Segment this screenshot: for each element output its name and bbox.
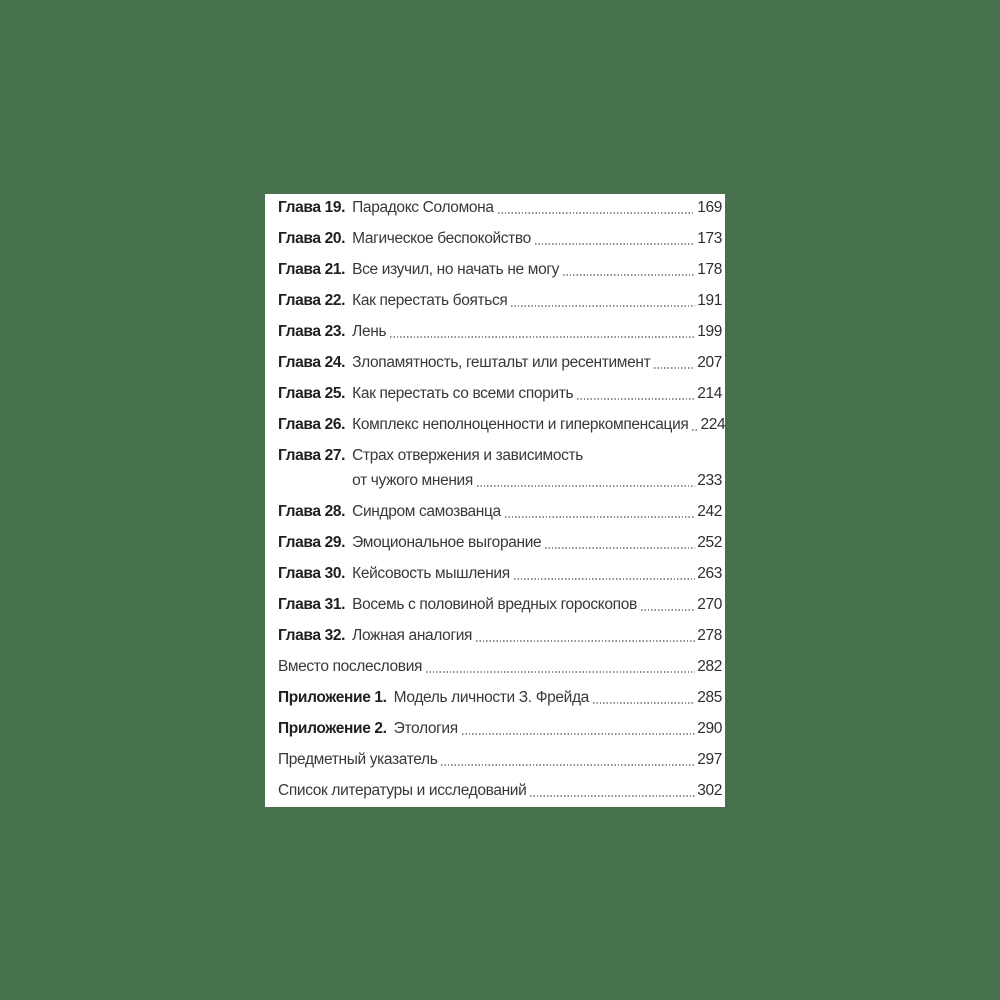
dot-leader (535, 243, 695, 245)
page-number: 199 (697, 323, 722, 340)
toc-entry (278, 198, 722, 218)
chapter-label: Глава 20. (278, 230, 346, 247)
entry-title: Как перестать со всеми спорить (352, 385, 574, 402)
page-number: 214 (697, 385, 722, 402)
entry-title: Лень (352, 323, 387, 340)
toc-entry (278, 322, 722, 342)
dot-leader (641, 609, 695, 611)
page-number: 242 (697, 503, 722, 520)
dot-leader (498, 212, 696, 214)
chapter-label: Приложение 2. (278, 720, 387, 737)
page-number: 297 (697, 751, 722, 768)
chapter-label: Глава 28. (278, 503, 346, 520)
chapter-label: Глава 31. (278, 596, 346, 613)
dot-leader (441, 764, 695, 766)
dot-leader (462, 733, 695, 735)
toc-entry (278, 502, 722, 522)
dot-leader (593, 702, 695, 704)
entry-title: Ложная аналогия (352, 627, 473, 644)
dot-leader (390, 336, 695, 338)
toc-entry (278, 229, 722, 249)
dot-leader (530, 795, 695, 797)
toc-entry (278, 446, 722, 491)
entry-title: Все изучил, но начать не могу (352, 261, 560, 278)
page-number: 290 (697, 720, 722, 737)
chapter-label: Глава 26. (278, 416, 346, 433)
toc-entry (278, 384, 722, 404)
dot-leader (654, 367, 695, 369)
toc-entry (278, 626, 722, 646)
dot-leader (545, 547, 695, 549)
toc-list (278, 198, 726, 801)
toc-entry (278, 719, 722, 739)
dot-leader (514, 578, 695, 580)
page-number: 178 (697, 261, 722, 278)
chapter-label: Глава 27. (278, 447, 346, 464)
chapter-label: Глава 32. (278, 627, 346, 644)
entry-title: Вместо послесловия (278, 658, 423, 675)
toc-entry (278, 688, 722, 708)
chapter-label: Глава 24. (278, 354, 346, 371)
dot-leader (511, 305, 695, 307)
toc-entry (278, 353, 722, 373)
page-number: 169 (697, 199, 722, 216)
entry-title: Модель личности З. Фрейда (393, 689, 589, 706)
dot-leader (692, 429, 698, 431)
page-number: 233 (697, 472, 722, 489)
entry-title: Злопамятность, гештальт или ресентимент (352, 354, 651, 371)
entry-title: Этология (393, 720, 458, 737)
page-number: 224 (700, 416, 726, 433)
page-number: 285 (697, 689, 722, 706)
entry-title: Список литературы и исследований (278, 782, 527, 799)
dot-leader (426, 671, 695, 673)
toc-entry (278, 533, 722, 553)
entry-title: Предметный указатель (278, 751, 438, 768)
chapter-label: Глава 30. (278, 565, 346, 582)
page-number: 282 (697, 658, 722, 675)
entry-title: Страх отвержения и зависимость (352, 447, 584, 464)
chapter-label: Глава 19. (278, 199, 346, 216)
dot-leader (563, 274, 695, 276)
book-page (265, 194, 725, 807)
page-number: 278 (697, 627, 722, 644)
chapter-label: Глава 22. (278, 292, 346, 309)
dot-leader (476, 640, 695, 642)
entry-title: Магическое беспокойство (352, 230, 531, 247)
toc-entry (278, 291, 722, 311)
toc-entry (278, 415, 726, 435)
entry-title: Парадокс Соломона (352, 199, 494, 216)
chapter-label: Глава 21. (278, 261, 346, 278)
page-number: 252 (697, 534, 722, 551)
entry-title: Восемь с половиной вредных гороскопов (352, 596, 637, 613)
entry-title-continued: от чужого мнения (352, 472, 473, 489)
page-number: 207 (697, 354, 722, 371)
entry-title: Комплекс неполноценности и гиперкомпенсация (352, 416, 689, 433)
dot-leader (577, 398, 695, 400)
toc-entry (278, 781, 722, 801)
dot-leader (505, 516, 695, 518)
page-number: 270 (697, 596, 722, 613)
page-number: 302 (697, 782, 722, 799)
toc-entry (278, 595, 722, 615)
entry-title-continuation-line (352, 471, 722, 491)
chapter-label: Глава 29. (278, 534, 346, 551)
chapter-label: Глава 25. (278, 385, 346, 402)
page-number: 173 (697, 230, 722, 247)
entry-title: Эмоциональное выгорание (352, 534, 542, 551)
toc-entry (278, 657, 722, 677)
toc-entry (278, 564, 722, 584)
toc-entry (278, 260, 722, 280)
chapter-label: Приложение 1. (278, 689, 387, 706)
chapter-label: Глава 23. (278, 323, 346, 340)
entry-title: Кейсовость мышления (352, 565, 510, 582)
toc-entry (278, 750, 722, 770)
page-number: 191 (697, 292, 722, 309)
entry-text-column (352, 446, 722, 491)
dot-leader (477, 485, 695, 487)
entry-title: Синдром самозванца (352, 503, 501, 520)
entry-title: Как перестать бояться (352, 292, 508, 309)
page-number: 263 (697, 565, 722, 582)
